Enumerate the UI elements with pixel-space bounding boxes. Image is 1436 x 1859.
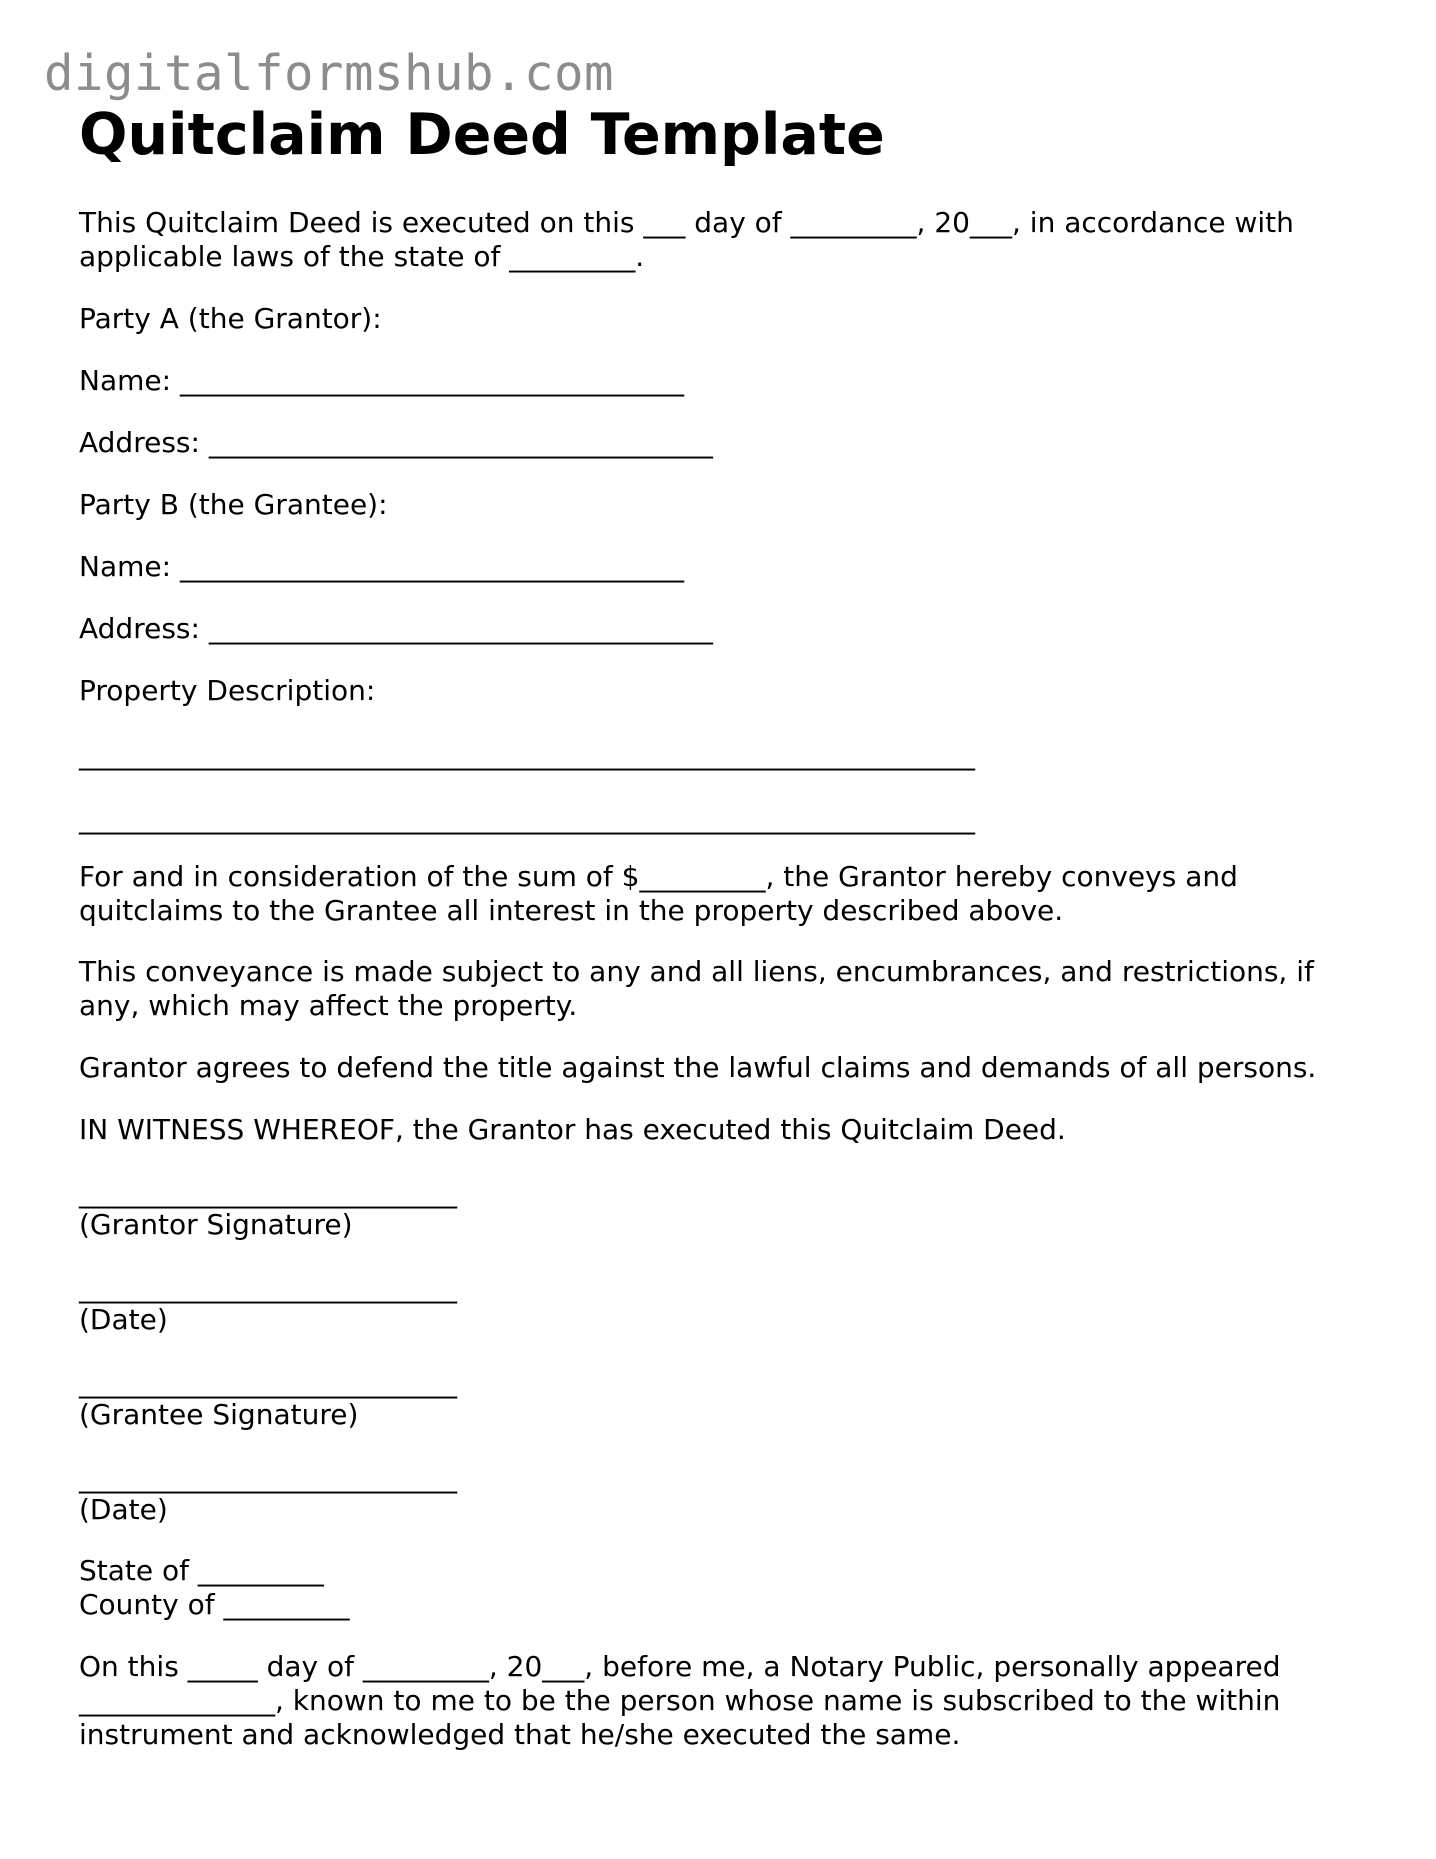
notary-line-1: On this _____ day of _________, 20___, before me, a Notary Public, personally appeared — [79, 1650, 1281, 1683]
party-a-address-field: Address: ____________________________________ — [79, 426, 713, 459]
notary-state-field: State of _________ — [79, 1554, 324, 1587]
witness-clause: IN WITNESS WHEREOF, the Grantor has executed this Quitclaim Deed. — [79, 1113, 1066, 1146]
notary-line-2: ______________, known to me to be the person whose name is subscribed to the within — [79, 1684, 1281, 1717]
notary-line-3: instrument and acknowledged that he/she executed the same. — [79, 1718, 961, 1751]
grantor-signature-line: ___________________________ — [79, 1176, 457, 1209]
party-b-address-field: Address: ____________________________________ — [79, 612, 713, 645]
grantor-date-line: ___________________________ — [79, 1271, 457, 1304]
conveyance-line-2: any, which may affect the property. — [79, 989, 578, 1022]
intro-line-1: This Quitclaim Deed is executed on this ___ day of _________, 20___, in accordance with — [79, 206, 1294, 239]
property-blank-line-1: ________________________________________________________________ — [79, 738, 975, 771]
party-a-name-field: Name: ____________________________________ — [79, 364, 684, 397]
property-heading: Property Description: — [79, 674, 376, 707]
page-title: Quitclaim Deed Template — [79, 102, 885, 168]
watermark: digitalformshub.com — [44, 45, 615, 102]
party-a-heading: Party A (the Grantor): — [79, 302, 382, 335]
party-b-heading: Party B (the Grantee): — [79, 488, 388, 521]
grantor-signature-caption: (Grantor Signature) — [79, 1208, 353, 1241]
grantor-date-caption: (Date) — [79, 1303, 168, 1336]
defend-clause: Grantor agrees to defend the title against the lawful claims and demands of all persons. — [79, 1051, 1317, 1084]
consideration-line-1: For and in consideration of the sum of $_________, the Grantor hereby conveys and — [79, 860, 1238, 893]
grantee-date-line: ___________________________ — [79, 1461, 457, 1494]
notary-county-field: County of _________ — [79, 1588, 350, 1621]
property-blank-line-2: ________________________________________________________________ — [79, 802, 975, 835]
conveyance-line-1: This conveyance is made subject to any and all liens, encumbrances, and restrictions, if — [79, 955, 1314, 988]
intro-line-2: applicable laws of the state of _________. — [79, 240, 645, 273]
party-b-name-field: Name: ____________________________________ — [79, 550, 684, 583]
grantee-signature-caption: (Grantee Signature) — [79, 1398, 359, 1431]
grantee-date-caption: (Date) — [79, 1493, 168, 1526]
consideration-line-2: quitclaims to the Grantee all interest in the property described above. — [79, 894, 1064, 927]
grantee-signature-line: ___________________________ — [79, 1366, 457, 1399]
